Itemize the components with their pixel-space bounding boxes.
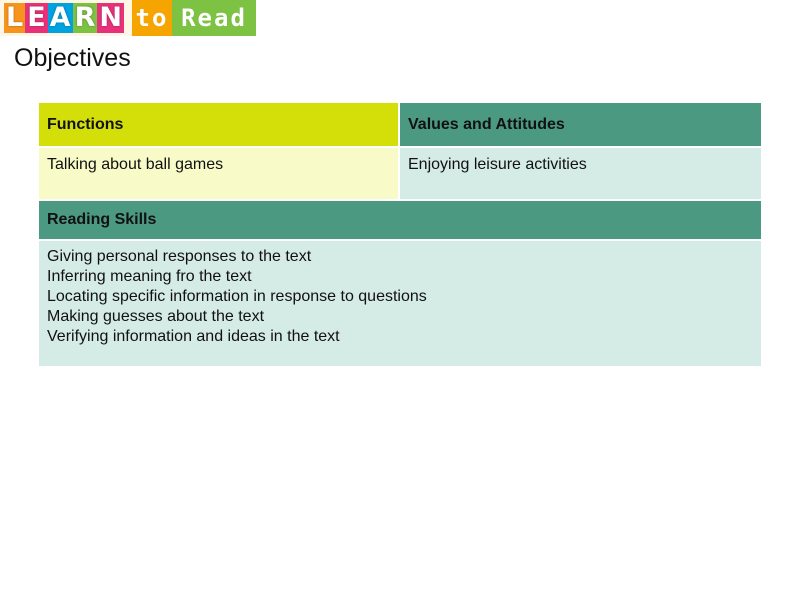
values-attitudes-header: Values and Attitudes [400,103,761,146]
learn-to-read-logo [0,0,256,36]
logo-letter: A [49,2,71,33]
functions-header: Functions [39,103,400,146]
table-header-row [39,103,761,146]
skills-header-row [39,199,761,239]
list-item: Verifying information and ideas in the text [47,328,340,345]
skills-body-row [39,239,761,366]
list-item: Making guesses about the text [47,308,265,325]
reading-skills-cell [39,239,761,366]
logo-letter: E [27,2,46,33]
page-title: Objectives [14,44,131,72]
logo-letter: L [6,2,24,33]
logo-letter: R [74,2,96,33]
logo-read-word: Read [172,0,256,36]
logo-to-word: to [132,0,172,36]
table-body-row [39,146,761,199]
list-item: Inferring meaning fro the text [47,268,252,285]
values-attitudes-cell: Enjoying leisure activities [400,146,761,199]
logo-learn-word [0,0,132,36]
list-item: Giving personal responses to the text [47,248,312,265]
logo-letter: N [99,2,122,33]
reading-skills-header: Reading Skills [39,199,761,239]
list-item: Locating specific information in response to questions [47,288,427,305]
objectives-table [39,103,761,366]
functions-cell: Talking about ball games [39,146,400,199]
